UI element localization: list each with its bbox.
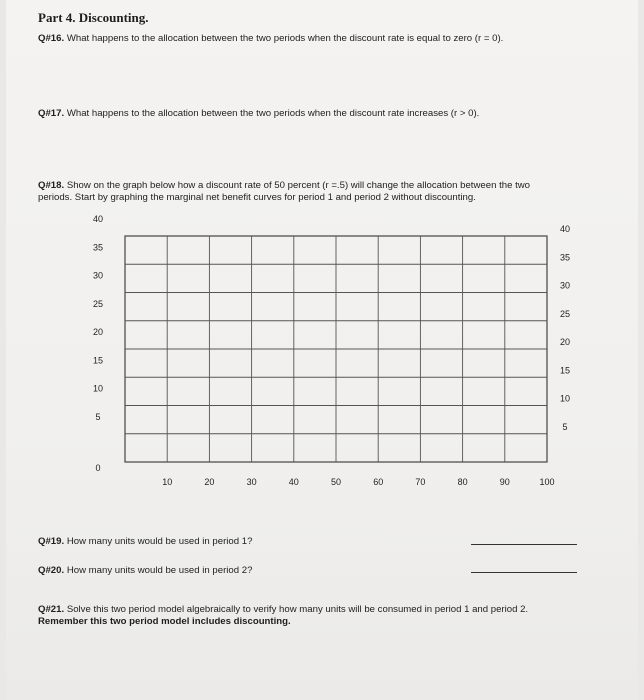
- y-tick-label-left-10: 10: [92, 383, 104, 394]
- y-tick-label-left-35: 35: [92, 242, 104, 253]
- question-20-id: Q#20.: [38, 565, 65, 576]
- question-18-text-line2: periods. Start by graphing the marginal net benefit curves for period 1 and period 2 without discounting.: [38, 192, 476, 203]
- y-tick-label-right-5: 5: [562, 421, 568, 432]
- question-18-id: Q#18.: [38, 180, 65, 191]
- x-tick-label-70: 70: [415, 477, 426, 487]
- question-19: [38, 536, 252, 548]
- x-tick-label-40: 40: [288, 477, 299, 487]
- y-tick-label-left-25: 25: [92, 298, 104, 309]
- x-tick-label-100: 100: [539, 477, 555, 487]
- y-tick-label-right-10: 10: [559, 393, 571, 404]
- y-tick-label-left-30: 30: [92, 270, 104, 281]
- y-tick-label-right-40: 40: [559, 224, 571, 234]
- x-tick-label-20: 20: [204, 477, 215, 487]
- y-tick-label-left-20: 20: [92, 327, 104, 337]
- question-16-id: Q#16.: [38, 33, 65, 44]
- x-tick-label-10: 10: [162, 477, 173, 487]
- x-tick-label-30: 30: [246, 477, 257, 487]
- y-tick-label-right-30: 30: [559, 280, 571, 291]
- question-21-id: Q#21.: [38, 604, 65, 615]
- question-20: [38, 565, 252, 577]
- y-tick-label-right-20: 20: [559, 337, 571, 347]
- x-tick-label-60: 60: [373, 477, 384, 487]
- question-19-text: How many units would be used in period 1?: [66, 536, 253, 547]
- answer-line-q19[interactable]: [471, 544, 577, 545]
- part-title: Part 4. Discounting.: [38, 10, 149, 25]
- x-tick-label-50: 50: [330, 477, 342, 487]
- question-16-text: What happens to the allocation between the two periods when the discount rate is equal to zero (r = 0).: [66, 33, 504, 44]
- question-21: [38, 604, 528, 628]
- y-tick-label-right-15: 15: [559, 365, 571, 376]
- question-20-text: How many units would be used in period 2?: [66, 565, 253, 576]
- question-17-text: What happens to the allocation between the two periods when the discount rate increases (r > 0).: [66, 108, 480, 119]
- y-tick-label-left-0: 0: [95, 463, 101, 473]
- y-tick-label-left-40: 40: [92, 214, 104, 224]
- y-tick-label-right-25: 25: [559, 308, 571, 319]
- question-21-text-line2: Remember this two period model includes discounting.: [38, 616, 291, 627]
- question-21-text-line1: Solve this two period model algebraically to verify how many units will be consumed in period 1 and period 2.: [66, 604, 529, 615]
- x-tick-label-80: 80: [457, 477, 468, 487]
- y-tick-label-right-35: 35: [559, 252, 571, 263]
- question-18-text-line1: Show on the graph below how a discount rate of 50 percent (r =.5) will change the allocation between the two: [66, 180, 530, 191]
- question-19-id: Q#19.: [38, 536, 65, 547]
- question-17-id: Q#17.: [38, 108, 65, 119]
- x-tick-label-90: 90: [499, 477, 510, 487]
- y-tick-label-left-5: 5: [95, 411, 101, 422]
- answer-line-q20[interactable]: [471, 572, 577, 573]
- y-tick-label-left-15: 15: [92, 355, 104, 366]
